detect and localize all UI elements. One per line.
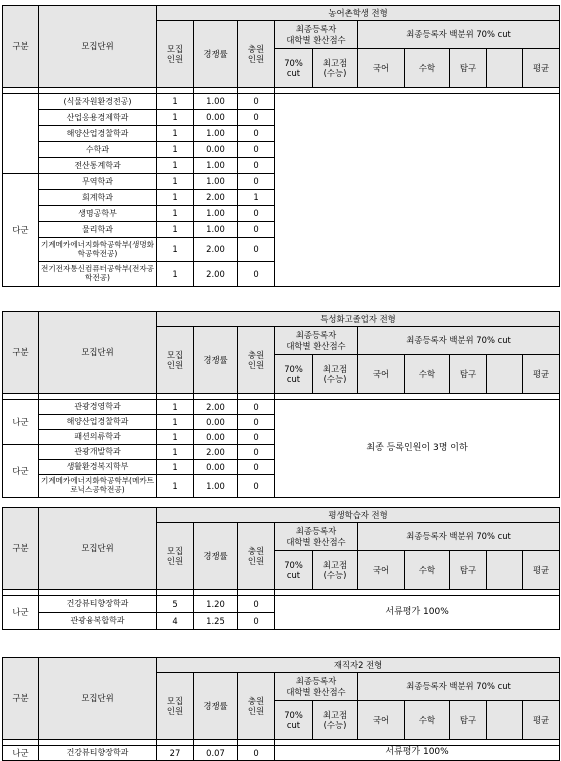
unit-name: 회계학과	[39, 190, 157, 206]
col-header-final-score: 최종등록자 대학별 환산점수	[275, 673, 358, 701]
recruit-count: 1	[157, 110, 194, 126]
col-header-recruit: 모집 인원	[157, 327, 194, 394]
col-header-gubun: 구분	[3, 6, 39, 88]
recruit-count: 1	[157, 262, 194, 287]
additional-count: 0	[238, 222, 275, 238]
additional-count: 0	[238, 238, 275, 262]
competition-rate: 1.00	[194, 158, 238, 174]
col-header-unit: 모집단위	[39, 312, 157, 394]
unit-name: 무역학과	[39, 174, 157, 190]
col-header-average: 평균	[523, 551, 560, 590]
competition-rate: 2.00	[194, 445, 238, 460]
recruit-count: 1	[157, 206, 194, 222]
additional-count: 0	[238, 158, 275, 174]
unit-name: 전기전자통신컴퓨터공학부(전자공학전공)	[39, 262, 157, 287]
col-header-explore: 탐구	[450, 355, 487, 394]
recruit-count: 4	[157, 613, 194, 630]
unit-name: 해양산업경찰학과	[39, 415, 157, 430]
col-header-70-cut: 70% cut	[275, 551, 313, 590]
col-header-blank	[487, 355, 523, 394]
competition-rate: 2.00	[194, 262, 238, 287]
section-table	[0, 311, 561, 498]
competition-rate: 1.25	[194, 613, 238, 630]
col-header-blank	[487, 49, 523, 88]
recruit-count: 1	[157, 222, 194, 238]
col-header-best-score: 최고점 (수능)	[313, 355, 358, 394]
col-header-additional: 충원 인원	[238, 523, 275, 590]
group-label: 다군	[3, 445, 39, 498]
unit-name: 기계메카에너지화학공학부(생명화학공학전공)	[39, 238, 157, 262]
additional-count: 0	[238, 430, 275, 445]
table-row	[3, 94, 560, 110]
remark-cell: 최종 등록인원이 3명 이하	[275, 400, 560, 498]
col-header-percentile-70: 최종등록자 백분위 70% cut	[358, 327, 560, 355]
section-title: 특성화고졸업자 전형	[157, 312, 560, 327]
additional-count: 0	[238, 126, 275, 142]
unit-name: 패션의류학과	[39, 430, 157, 445]
recruit-count: 1	[157, 430, 194, 445]
additional-count: 0	[238, 746, 275, 761]
competition-rate: 0.00	[194, 415, 238, 430]
group-label: 나군	[3, 596, 39, 630]
results-table	[2, 657, 560, 761]
section-title: 평생학습자 전형	[157, 508, 560, 523]
remark-cell: 서류평가 100%	[275, 596, 560, 630]
remark-cell: 서류평가 100%	[275, 746, 560, 761]
col-header-percentile-70: 최종등록자 백분위 70% cut	[358, 523, 560, 551]
unit-name: 수학과	[39, 142, 157, 158]
col-header-additional: 충원 인원	[238, 673, 275, 740]
unit-name: 물리학과	[39, 222, 157, 238]
col-header-recruit: 모집 인원	[157, 673, 194, 740]
col-header-additional: 충원 인원	[238, 327, 275, 394]
unit-name: 산업응용경제학과	[39, 110, 157, 126]
col-header-best-score: 최고점 (수능)	[313, 49, 358, 88]
col-header-final-score: 최종등록자 대학별 환산점수	[275, 523, 358, 551]
col-header-70-cut: 70% cut	[275, 355, 313, 394]
col-header-competition: 경쟁률	[194, 673, 238, 740]
additional-count: 0	[238, 445, 275, 460]
results-table	[2, 507, 560, 630]
additional-count: 0	[238, 460, 275, 475]
col-header-best-score: 최고점 (수능)	[313, 701, 358, 740]
col-header-average: 평균	[523, 701, 560, 740]
recruit-count: 1	[157, 126, 194, 142]
additional-count: 0	[238, 415, 275, 430]
col-header-competition: 경쟁률	[194, 327, 238, 394]
table-row	[3, 596, 560, 613]
col-header-explore: 탐구	[450, 551, 487, 590]
additional-count: 0	[238, 475, 275, 498]
col-header-unit: 모집단위	[39, 6, 157, 88]
unit-name: 관광융복합학과	[39, 613, 157, 630]
table-row	[3, 400, 560, 415]
recruit-count: 1	[157, 475, 194, 498]
table-row	[3, 746, 560, 761]
competition-rate: 0.07	[194, 746, 238, 761]
unit-name: (식물자원환경전공)	[39, 94, 157, 110]
group-label: 나군	[3, 746, 39, 761]
unit-name: 관광경영학과	[39, 400, 157, 415]
col-header-competition: 경쟁률	[194, 21, 238, 88]
recruit-count: 27	[157, 746, 194, 761]
competition-rate: 1.00	[194, 475, 238, 498]
col-header-average: 평균	[523, 49, 560, 88]
col-header-gubun: 구분	[3, 658, 39, 740]
unit-name: 건강뷰티향장학과	[39, 746, 157, 761]
section-table	[0, 657, 561, 761]
col-header-final-score: 최종등록자 대학별 환산점수	[275, 327, 358, 355]
competition-rate: 0.00	[194, 142, 238, 158]
competition-rate: 1.20	[194, 596, 238, 613]
additional-count: 0	[238, 613, 275, 630]
recruit-count: 1	[157, 460, 194, 475]
remark-cell	[275, 94, 560, 287]
col-header-blank	[487, 701, 523, 740]
col-header-competition: 경쟁률	[194, 523, 238, 590]
section-table	[0, 5, 561, 287]
col-header-explore: 탐구	[450, 701, 487, 740]
recruit-count: 1	[157, 238, 194, 262]
group-label: 다군	[3, 174, 39, 287]
recruit-count: 1	[157, 190, 194, 206]
recruit-count: 1	[157, 400, 194, 415]
col-header-gubun: 구분	[3, 312, 39, 394]
recruit-count: 1	[157, 415, 194, 430]
competition-rate: 0.00	[194, 110, 238, 126]
col-header-korean: 국어	[358, 355, 405, 394]
col-header-percentile-70: 최종등록자 백분위 70% cut	[358, 673, 560, 701]
unit-name: 생활환경복지학부	[39, 460, 157, 475]
col-header-average: 평균	[523, 355, 560, 394]
competition-rate: 1.00	[194, 222, 238, 238]
competition-rate: 1.00	[194, 126, 238, 142]
col-header-korean: 국어	[358, 701, 405, 740]
recruit-count: 1	[157, 94, 194, 110]
unit-name: 생명공학부	[39, 206, 157, 222]
col-header-70-cut: 70% cut	[275, 701, 313, 740]
recruit-count: 1	[157, 445, 194, 460]
unit-name: 건강뷰티향장학과	[39, 596, 157, 613]
col-header-70-cut: 70% cut	[275, 49, 313, 88]
competition-rate: 1.00	[194, 174, 238, 190]
section-title: 재직자2 전형	[157, 658, 560, 673]
additional-count: 0	[238, 174, 275, 190]
competition-rate: 2.00	[194, 238, 238, 262]
unit-name: 해양산업경찰학과	[39, 126, 157, 142]
col-header-best-score: 최고점 (수능)	[313, 551, 358, 590]
recruit-count: 1	[157, 158, 194, 174]
col-header-math: 수학	[405, 355, 450, 394]
section-title: 농어촌학생 전형	[157, 6, 560, 21]
competition-rate: 1.00	[194, 94, 238, 110]
col-header-korean: 국어	[358, 551, 405, 590]
additional-count: 0	[238, 94, 275, 110]
col-header-final-score: 최종등록자 대학별 환산점수	[275, 21, 358, 49]
competition-rate: 0.00	[194, 460, 238, 475]
unit-name: 관광개발학과	[39, 445, 157, 460]
recruit-count: 1	[157, 174, 194, 190]
additional-count: 0	[238, 400, 275, 415]
competition-rate: 2.00	[194, 400, 238, 415]
recruit-count: 5	[157, 596, 194, 613]
competition-rate: 2.00	[194, 190, 238, 206]
col-header-korean: 국어	[358, 49, 405, 88]
additional-count: 0	[238, 206, 275, 222]
col-header-unit: 모집단위	[39, 508, 157, 590]
col-header-math: 수학	[405, 701, 450, 740]
results-table	[2, 5, 560, 287]
unit-name: 전산통계학과	[39, 158, 157, 174]
unit-name: 기계메카에너지화학공학부(메카트로닉스공학전공)	[39, 475, 157, 498]
col-header-unit: 모집단위	[39, 658, 157, 740]
additional-count: 0	[238, 142, 275, 158]
competition-rate: 0.00	[194, 430, 238, 445]
additional-count: 0	[238, 596, 275, 613]
group-label	[3, 94, 39, 174]
col-header-gubun: 구분	[3, 508, 39, 590]
col-header-percentile-70: 최종등록자 백분위 70% cut	[358, 21, 560, 49]
competition-rate: 1.00	[194, 206, 238, 222]
additional-count: 0	[238, 262, 275, 287]
col-header-recruit: 모집 인원	[157, 21, 194, 88]
results-table	[2, 311, 560, 498]
col-header-recruit: 모집 인원	[157, 523, 194, 590]
additional-count: 0	[238, 110, 275, 126]
section-table	[0, 507, 561, 630]
recruit-count: 1	[157, 142, 194, 158]
col-header-math: 수학	[405, 49, 450, 88]
col-header-explore: 탐구	[450, 49, 487, 88]
col-header-additional: 충원 인원	[238, 21, 275, 88]
group-label: 나군	[3, 400, 39, 445]
additional-count: 1	[238, 190, 275, 206]
col-header-blank	[487, 551, 523, 590]
col-header-math: 수학	[405, 551, 450, 590]
